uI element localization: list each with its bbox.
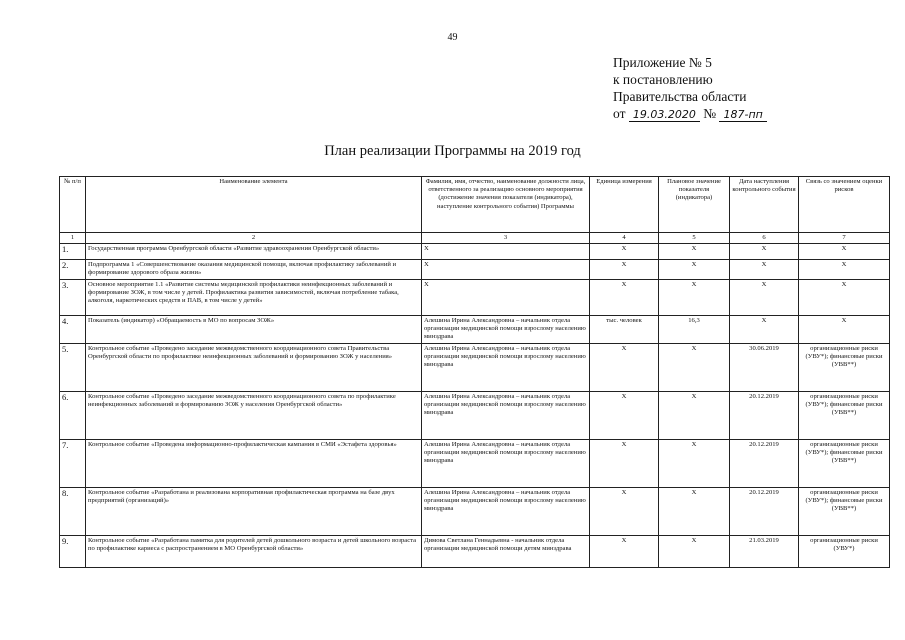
column-number: 5 (659, 233, 730, 244)
event-date: X (730, 260, 799, 279)
appendix-block (613, 54, 893, 122)
responsible-person: Алешина Ирина Александровна – начальник отдела организации медицинской помощи взрослому населению минздрава (422, 391, 590, 439)
column-number: 2 (86, 233, 422, 244)
unit-cell: X (590, 439, 659, 487)
column-number: 3 (422, 233, 590, 244)
unit-cell: X (590, 343, 659, 391)
plan-table (59, 176, 890, 568)
table-row (60, 487, 890, 535)
planned-value: X (659, 487, 730, 535)
decree-number: 187-пп (719, 109, 766, 122)
row-number: 4. (60, 315, 86, 343)
table-row (60, 391, 890, 439)
unit-cell: X (590, 244, 659, 260)
unit-cell: X (590, 279, 659, 315)
row-number: 5. (60, 343, 86, 391)
responsible-person: X (422, 244, 590, 260)
element-name: Государственная программа Оренбургской области «Развитие здравоохранения Оренбургской области» (86, 244, 422, 260)
risk-cell: X (799, 260, 890, 279)
row-number: 2. (60, 260, 86, 279)
planned-value: X (659, 260, 730, 279)
table-row (60, 244, 890, 260)
element-name: Подпрограмма 1 «Совершенствование оказания медицинской помощи, включая профилактику заболеваний и формирование здорового образа жизни» (86, 260, 422, 279)
unit-cell: X (590, 487, 659, 535)
event-date: X (730, 315, 799, 343)
row-number: 8. (60, 487, 86, 535)
unit-cell: X (590, 260, 659, 279)
planned-value: 16,3 (659, 315, 730, 343)
row-number: 7. (60, 439, 86, 487)
event-date: X (730, 279, 799, 315)
row-number: 9. (60, 535, 86, 567)
unit-cell: X (590, 535, 659, 567)
risk-cell: организационные риски (УВУ*); финансовые риски (УВВ**) (799, 343, 890, 391)
risk-cell: организационные риски (УВУ*) (799, 535, 890, 567)
responsible-person: Алешина Ирина Александровна – начальник отдела организации медицинской помощи взрослому населению минздрава (422, 343, 590, 391)
responsible-person: Димова Светлана Геннадьевна - начальник отдела организации медицинской помощи детям минздрава (422, 535, 590, 567)
element-name: Показатель (индикатор) «Обращаемость в МО по вопросам ЗОЖ» (86, 315, 422, 343)
row-number: 6. (60, 391, 86, 439)
row-number: 3. (60, 279, 86, 315)
event-date: 30.06.2019 (730, 343, 799, 391)
planned-value: X (659, 391, 730, 439)
responsible-person: X (422, 260, 590, 279)
column-number: 4 (590, 233, 659, 244)
planned-value: X (659, 279, 730, 315)
appendix-line-3: Правительства области (613, 89, 747, 104)
planned-value: X (659, 535, 730, 567)
risk-cell: X (799, 315, 890, 343)
element-name: Контрольное событие «Разработана и реализована корпоративная профилактическая программа на базе двух предприятий (организаций)» (86, 487, 422, 535)
risk-cell: организационные риски (УВУ*); финансовые риски (УВВ**) (799, 439, 890, 487)
risk-cell: X (799, 244, 890, 260)
appendix-line-1: Приложение № 5 (613, 55, 712, 70)
event-date: 20.12.2019 (730, 487, 799, 535)
risk-cell: организационные риски (УВУ*); финансовые риски (УВВ**) (799, 487, 890, 535)
header-event-date: Дата наступления контрольного события (730, 177, 799, 233)
column-number: 1 (60, 233, 86, 244)
table-row (60, 315, 890, 343)
table-row (60, 535, 890, 567)
header-planned-value: Плановое значение показателя (индикатора) (659, 177, 730, 233)
responsible-person: Алешина Ирина Александровна – начальник отдела организации медицинской помощи взрослому населению минздрава (422, 439, 590, 487)
header-responsible: Фамилия, имя, отчество, наименование должности лица, ответственного за реализацию основного мероприятия (достижение значения показателя (индикатора), наступление контрольного события) Программы (422, 177, 590, 233)
event-date: 20.12.2019 (730, 439, 799, 487)
event-date: X (730, 244, 799, 260)
element-name: Контрольное событие «Проведено заседание межведомственного координационного совета по профилактике неинфекционных заболеваний и формированию ЗОЖ у населения Оренбургской области» (86, 391, 422, 439)
element-name: Основное мероприятие 1.1 «Развитие системы медицинской профилактики неинфекционных заболеваний и формирование ЗОЖ, в том числе у детей. Профилактика развития зависимостей, включая потребление табака, алкоголя, наркотических средств и ПАВ, в том числе у детей» (86, 279, 422, 315)
unit-cell: X (590, 391, 659, 439)
risk-cell: организационные риски (УВУ*); финансовые риски (УВВ**) (799, 391, 890, 439)
event-date: 21.03.2019 (730, 535, 799, 567)
table-row (60, 260, 890, 279)
header-unit: Единица измерения (590, 177, 659, 233)
planned-value: X (659, 343, 730, 391)
table-row (60, 279, 890, 315)
decree-date: 19.03.2020 (629, 109, 700, 122)
header-risk-link: Связь со значением оценки рисков (799, 177, 890, 233)
page-number: 49 (447, 32, 458, 43)
element-name: Контрольное событие «Проведена информационно-профилактическая кампания в СМИ «Эстафета здоровья» (86, 439, 422, 487)
element-name: Контрольное событие «Проведено заседание межведомственного координационного совета Правительства Оренбургской области по профилактике неинфекционных заболеваний и формированию ЗОЖ у населения» (86, 343, 422, 391)
planned-value: X (659, 439, 730, 487)
table-row (60, 439, 890, 487)
number-prefix: № (703, 106, 717, 121)
unit-cell: тыс. человек (590, 315, 659, 343)
header-number: № п/п (60, 177, 86, 233)
responsible-person: X (422, 279, 590, 315)
row-number: 1. (60, 244, 86, 260)
appendix-date-line (613, 105, 893, 122)
element-name: Контрольное событие «Разработана памятка для родителей детей дошкольного возраста и детей школьного возраста по профилактике кариеса с распространением в МО Оренбургской области» (86, 535, 422, 567)
responsible-person: Алешина Ирина Александровна – начальник отдела организации медицинской помощи взрослому населению минздрава (422, 487, 590, 535)
column-number-row (60, 233, 890, 244)
column-number: 7 (799, 233, 890, 244)
header-element-name: Наименование элемента (86, 177, 422, 233)
event-date: 20.12.2019 (730, 391, 799, 439)
appendix-line-2: к постановлению (613, 72, 713, 87)
responsible-person: Алешина Ирина Александровна – начальник отдела организации медицинской помощи взрослому населению минздрава (422, 315, 590, 343)
risk-cell: X (799, 279, 890, 315)
column-number: 6 (730, 233, 799, 244)
table-row (60, 343, 890, 391)
planned-value: X (659, 244, 730, 260)
document-title: План реализации Программы на 2019 год (324, 143, 581, 159)
table-header-row (60, 177, 890, 233)
date-prefix: от (613, 106, 626, 121)
